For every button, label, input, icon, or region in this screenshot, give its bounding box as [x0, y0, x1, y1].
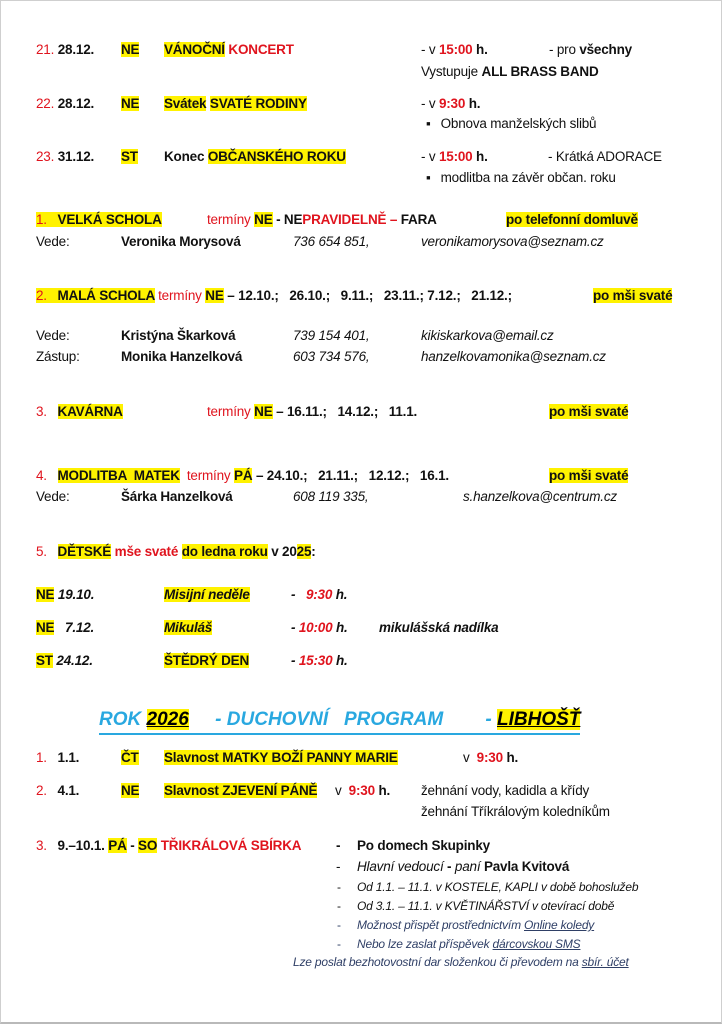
- sbirka-line: [357, 936, 580, 953]
- text-fragment: Vystupuje: [421, 64, 482, 79]
- group-terms: [207, 211, 437, 228]
- event-day: NE: [121, 96, 140, 111]
- sbirkovy-ucet-link[interactable]: sbír. účet: [581, 955, 629, 969]
- text-fragment: PÁ: [108, 838, 127, 853]
- text-fragment: 19.10.: [57, 587, 95, 602]
- text-fragment: [593, 287, 672, 304]
- text-fragment: LIBHOŠŤ: [497, 709, 581, 730]
- group-modlitba-matek: [36, 467, 449, 484]
- text-fragment: [506, 211, 638, 228]
- event-note: žehnání vody, kadidla a křídy: [421, 783, 590, 798]
- text-fragment: 1.: [36, 212, 47, 227]
- text-fragment: SO: [138, 838, 158, 853]
- event-23: [36, 148, 94, 165]
- text-fragment: SVATÉ RODINY: [209, 96, 307, 111]
- text-fragment: ST: [36, 653, 53, 668]
- contact-phone: 603 734 576,: [293, 349, 370, 364]
- text-fragment: h.: [472, 149, 488, 164]
- sbirka-line: [357, 858, 569, 875]
- text-fragment: h.: [502, 750, 519, 765]
- contact-email[interactable]: hanzelkovamonika@seznam.cz: [421, 349, 606, 364]
- contact-phone: 739 154 401,: [293, 328, 370, 343]
- text-fragment: 7.12.: [57, 620, 95, 635]
- event-time: [335, 782, 390, 799]
- children-mass-note: mikulášská nadílka: [379, 620, 499, 635]
- text-fragment: ALL BRASS BAND: [481, 64, 599, 79]
- text-fragment: Slavnost ZJEVENÍ PÁNĚ: [164, 783, 318, 798]
- program-2026-heading: [99, 708, 580, 735]
- text-fragment: - DUCHOVNÍ PROGRAM -: [188, 709, 498, 730]
- text-fragment: h.: [374, 783, 391, 798]
- text-fragment: 15:00: [438, 149, 473, 164]
- text-fragment: 25: [296, 544, 312, 559]
- text-fragment: [164, 95, 307, 112]
- text-fragment: [291, 619, 348, 636]
- contact-phone: 608 119 335,: [293, 489, 369, 504]
- text-fragment: - v: [421, 149, 439, 164]
- contact-role: Zástup:: [36, 349, 80, 364]
- text-fragment: PÁ: [234, 468, 253, 483]
- text-fragment: ČT: [121, 750, 139, 765]
- event-day: NE: [121, 42, 140, 57]
- contact-email[interactable]: s.hanzelkova@centrum.cz: [463, 489, 617, 504]
- text-fragment: -: [337, 937, 341, 951]
- children-mass-item: [36, 586, 94, 603]
- text-fragment: ROK: [99, 709, 147, 730]
- text-fragment: MODLITBA MATEK: [57, 468, 180, 483]
- text-fragment: modlitba na závěr občan. roku: [440, 170, 616, 185]
- event-note: [421, 63, 599, 80]
- text-fragment: Pavla Kvitová: [483, 859, 570, 874]
- text-fragment: 3.: [36, 404, 47, 419]
- group-after: po mši svaté: [549, 404, 629, 419]
- text-fragment: – 16.11.; 14.12.; 11.1.: [276, 404, 418, 419]
- text-fragment: NE: [36, 620, 55, 635]
- text-fragment: - v: [421, 42, 439, 57]
- text-fragment: [36, 212, 162, 227]
- sbirka-line: [357, 917, 594, 934]
- text-fragment: OBČANSKÉHO ROKU: [207, 149, 346, 164]
- text-fragment: -: [337, 899, 341, 913]
- text-fragment: h.: [332, 653, 348, 668]
- event-number: 21.: [36, 42, 55, 57]
- text-fragment: [164, 586, 250, 603]
- contact-email[interactable]: kikiskarkova@email.cz: [421, 328, 554, 343]
- group-velka-schola: [36, 211, 162, 228]
- text-fragment: PRAVIDELNĚ –: [302, 212, 398, 227]
- text-fragment: v: [463, 750, 477, 765]
- text-fragment: [121, 95, 139, 112]
- text-fragment: NE: [254, 212, 273, 227]
- text-fragment: -: [291, 620, 299, 635]
- event-time: [421, 95, 480, 112]
- text-fragment: 23.: [36, 149, 55, 164]
- text-fragment: 24.12.: [56, 653, 93, 668]
- group-kavarna: [36, 403, 123, 420]
- event-time: [421, 148, 488, 165]
- event-time: [463, 749, 518, 766]
- event-21: [36, 41, 94, 58]
- text-fragment: VELKÁ SCHOLA: [57, 212, 162, 227]
- text-fragment: termíny: [186, 468, 231, 483]
- group-mala-schola: [36, 287, 512, 304]
- text-fragment: Lze poslat bezhotovostní dar složenkou či převodem na: [293, 955, 582, 969]
- text-fragment: [164, 148, 346, 165]
- text-fragment: ŠTĚDRÝ DEN: [164, 653, 250, 668]
- text-fragment: -: [443, 859, 455, 874]
- text-fragment: 1.: [36, 750, 47, 765]
- contact-role: Vede:: [36, 489, 70, 504]
- event-title: Svátek: [164, 96, 207, 111]
- group-terms: [207, 403, 417, 420]
- text-fragment: h.: [332, 587, 348, 602]
- text-fragment: 5.: [36, 544, 47, 559]
- text-fragment: Možnost přispět prostřednictvím: [357, 918, 524, 932]
- text-fragment: termíny: [207, 404, 251, 419]
- text-fragment: Mikuláš: [164, 620, 213, 635]
- text-fragment: DĚTSKÉ: [57, 544, 112, 559]
- text-fragment: 9.–10.1.: [57, 838, 105, 853]
- text-fragment: 4.: [36, 468, 47, 483]
- event-extra: - Krátká ADORACE: [548, 149, 662, 164]
- event-note: žehnání Tříkrálovým koledníkům: [421, 804, 610, 819]
- text-fragment: -: [291, 587, 306, 602]
- sbirka-line: Od 3.1. – 11.1. v KVĚTINÁŘSTVÍ v otevírací době: [357, 899, 615, 913]
- text-fragment: Slavnost MATKY BOŽÍ PANNY MARIE: [164, 750, 398, 765]
- text-fragment: KAVÁRNA: [57, 404, 123, 419]
- text-fragment: 1.1.: [57, 750, 80, 765]
- text-fragment: FARA: [397, 212, 437, 227]
- event-day: ST: [121, 149, 138, 164]
- text-fragment: h.: [472, 42, 488, 57]
- text-fragment: 2.: [36, 783, 47, 798]
- contact-role: Vede:: [36, 328, 70, 343]
- group-after: po mši svaté: [593, 288, 673, 303]
- contact-name: Monika Hanzelková: [121, 349, 243, 364]
- event-2026-1: [36, 749, 79, 766]
- online-koledy-link[interactable]: Online koledy: [524, 918, 595, 932]
- contact-role: Vede:: [36, 234, 70, 249]
- text-fragment: termíny: [207, 212, 251, 227]
- text-fragment: 15:30: [298, 653, 333, 668]
- event-date: 28.12.: [57, 42, 95, 57]
- text-fragment: 28.12.: [57, 96, 95, 111]
- text-fragment: 9:30: [476, 750, 503, 765]
- text-fragment: paní: [454, 859, 484, 874]
- text-fragment: [291, 586, 347, 603]
- text-fragment: 2026: [146, 709, 189, 730]
- text-fragment: NE: [205, 288, 224, 303]
- text-fragment: - v: [421, 96, 439, 111]
- text-fragment: Obnova manželských slibů: [440, 116, 597, 131]
- text-fragment: - pro: [549, 42, 580, 57]
- text-fragment: Nebo lze zaslat příspěvek: [357, 937, 493, 951]
- text-fragment: 9:30: [438, 96, 466, 111]
- text-fragment: [164, 41, 294, 58]
- text-fragment: 15:00: [438, 42, 473, 57]
- event-note: [426, 115, 596, 132]
- text-fragment: v: [335, 783, 349, 798]
- text-fragment: 9:30: [305, 587, 333, 602]
- text-fragment: h.: [465, 96, 481, 111]
- text-fragment: [36, 288, 155, 303]
- text-fragment: do ledna roku: [181, 544, 268, 559]
- text-fragment: -: [291, 653, 299, 668]
- text-fragment: MALÁ SCHOLA: [57, 288, 155, 303]
- text-fragment: 31.12.: [57, 149, 95, 164]
- contact-name: Veronika Morysová: [121, 234, 241, 249]
- text-fragment: -: [337, 880, 341, 894]
- event-2026-2: [36, 782, 79, 799]
- sbirka-footer: [293, 954, 629, 971]
- text-fragment: Misijní neděle: [164, 587, 250, 602]
- text-fragment: [121, 749, 139, 766]
- event-title-red: KONCERT: [228, 42, 294, 57]
- sbirka-line: Od 1.1. – 11.1. v KOSTELE, KAPLI v době bohoslužeb: [357, 880, 639, 894]
- text-fragment: [164, 619, 212, 636]
- text-fragment: – 24.10.; 21.11.; 12.12.; 16.1.: [255, 468, 449, 483]
- text-fragment: [164, 782, 317, 799]
- group-after: po mši svaté: [549, 468, 629, 483]
- text-fragment: [549, 403, 628, 420]
- event-extra: [549, 41, 632, 58]
- darcovska-sms-link[interactable]: dárcovskou SMS: [492, 937, 581, 951]
- text-fragment: h.: [332, 620, 348, 635]
- children-mass-item: [36, 619, 94, 636]
- event-2026-3: [36, 837, 301, 854]
- text-fragment: 22.: [36, 96, 55, 111]
- text-fragment: [291, 652, 348, 669]
- text-fragment: 9:30: [348, 783, 375, 798]
- text-fragment: termíny: [158, 288, 202, 303]
- sbirka-line: Po domech Skupinky: [357, 838, 490, 853]
- event-time: [421, 41, 488, 58]
- text-fragment: 3.: [36, 838, 47, 853]
- text-fragment: :: [311, 544, 316, 559]
- text-fragment: -: [336, 838, 341, 853]
- text-fragment: [549, 467, 628, 484]
- contact-phone: 736 654 851,: [293, 234, 370, 249]
- group-after: po telefonní domluvě: [506, 212, 638, 227]
- text-fragment: 2.: [36, 288, 47, 303]
- text-fragment: -: [336, 859, 341, 874]
- text-fragment: TŘIKRÁLOVÁ SBÍRKA: [160, 838, 302, 853]
- contact-name: Kristýna Škarková: [121, 328, 236, 343]
- text-fragment: všechny: [579, 42, 632, 57]
- contact-email[interactable]: veronikamorysova@seznam.cz: [421, 234, 604, 249]
- text-fragment: – 12.10.; 26.10.; 9.11.; 23.11.; 7.12.; 21.12.;: [227, 288, 512, 303]
- text-fragment: NE: [121, 783, 140, 798]
- text-fragment: [164, 652, 249, 669]
- text-fragment: -: [126, 838, 139, 853]
- event-title: Konec: [164, 149, 205, 164]
- text-fragment: NE: [36, 587, 55, 602]
- children-mass-item: [36, 652, 93, 669]
- text-fragment: mše svaté: [114, 544, 179, 559]
- text-fragment: 10:00: [298, 620, 333, 635]
- text-fragment: [164, 749, 398, 766]
- text-fragment: - NE: [272, 212, 303, 227]
- event-title: VÁNOČNÍ: [164, 42, 225, 57]
- text-fragment: [121, 41, 139, 58]
- text-fragment: [121, 148, 138, 165]
- event-note: [426, 169, 616, 186]
- children-masses-heading: [36, 543, 316, 560]
- contact-name: Šárka Hanzelková: [121, 489, 233, 504]
- text-fragment: [121, 782, 139, 799]
- event-22: [36, 95, 94, 112]
- text-fragment: v 20: [271, 544, 297, 559]
- text-fragment: -: [337, 918, 341, 932]
- text-fragment: NE: [254, 404, 273, 419]
- text-fragment: 4.1.: [57, 783, 80, 798]
- text-fragment: Hlavní vedoucí: [357, 859, 444, 874]
